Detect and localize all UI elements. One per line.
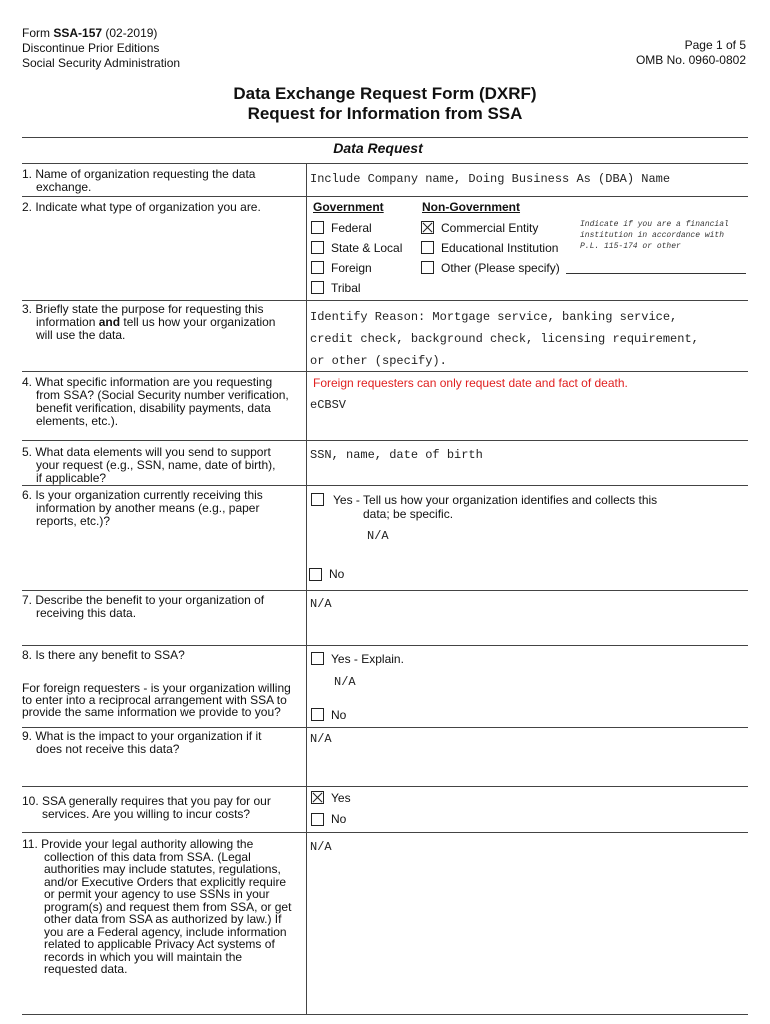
q3-text-part: tell us how your organization	[120, 315, 276, 329]
divider	[22, 727, 748, 728]
question-8-foreign-line: For foreign requesters - is your organization willing	[22, 681, 291, 695]
editions-note: Discontinue Prior Editions	[22, 41, 160, 55]
q8-no-checkbox[interactable]	[311, 708, 324, 721]
question-5-text-cont: if applicable?	[36, 471, 107, 485]
question-11-line: or permit your agency to use SSNs in your	[44, 887, 270, 901]
question-11-line: authorities may include statutes, regulations,	[44, 862, 281, 876]
question-4-text: 4. What specific information are you requesting	[22, 375, 273, 389]
question-6	[22, 489, 306, 528]
q10-yes-label: Yes	[331, 791, 351, 805]
answer-7-field[interactable]: N/A	[310, 597, 332, 611]
question-11	[22, 838, 306, 976]
commercial-entity-label: Commercial Entity	[441, 221, 539, 235]
divider	[22, 137, 748, 138]
divider	[22, 786, 748, 787]
question-11-line: records in which you will maintain the	[44, 949, 243, 964]
question-3	[22, 303, 306, 342]
commercial-entity-checkbox[interactable]	[421, 221, 434, 234]
nongovernment-header: Non-Government	[422, 200, 521, 214]
q3-text-bold: and	[98, 315, 121, 329]
educational-institution-label: Educational Institution	[441, 241, 559, 255]
note-line: institution in accordance with	[580, 231, 725, 240]
state-local-checkbox[interactable]	[311, 241, 324, 254]
tribal-label: Tribal	[331, 281, 361, 295]
divider	[22, 196, 748, 197]
question-11-line: collection of this data from SSA. (Legal	[44, 849, 251, 864]
answer-1-field[interactable]: Include Company name, Doing Business As (DBA) Name	[310, 172, 671, 186]
question-7	[22, 594, 306, 620]
q3-text-part: information	[36, 315, 99, 329]
note-line: P.L. 115-174 or other	[580, 242, 681, 251]
question-9	[22, 730, 306, 756]
question-5-text-cont: your request (e.g., SSN, name, date of birth),	[36, 458, 276, 472]
question-10-text: 10. SSA generally requires that you pay for our	[22, 794, 271, 808]
question-5	[22, 446, 306, 485]
financial-institution-note	[580, 219, 729, 252]
form-number: SSA-157	[53, 26, 103, 40]
other-checkbox[interactable]	[421, 261, 434, 274]
q8-yes-checkbox[interactable]	[311, 652, 324, 665]
page-info	[636, 38, 746, 68]
question-11-line: requested data.	[44, 962, 128, 976]
q8-no-label: No	[331, 708, 347, 722]
federal-label: Federal	[331, 221, 372, 235]
state-local-label: State & Local	[331, 241, 403, 255]
answer-4-field[interactable]: eCBSV	[310, 398, 347, 412]
answer-line: credit check, background check, licensing requirement,	[310, 332, 699, 346]
educational-institution-checkbox[interactable]	[421, 241, 434, 254]
question-5-text: 5. What data elements will you send to support	[22, 445, 271, 459]
question-9-text-cont: does not receive this data?	[36, 742, 180, 756]
foreign-label: Foreign	[331, 261, 372, 275]
question-9-text: 9. What is the impact to your organization if it	[22, 729, 262, 743]
form-date: (02-2019)	[102, 26, 158, 40]
question-4-text-cont: elements, etc.).	[36, 414, 119, 428]
column-divider	[306, 163, 307, 1014]
foreign-checkbox[interactable]	[311, 261, 324, 274]
question-11-line: program(s) and request them from SSA, or get	[44, 899, 292, 914]
divider	[22, 440, 748, 441]
title-line-1: Data Exchange Request Form (DXRF)	[233, 84, 537, 103]
question-10	[22, 795, 306, 821]
page-number: Page 1 of 5	[684, 38, 746, 52]
question-8-foreign	[22, 682, 306, 718]
question-11-line: related to applicable Privacy Act systems of	[44, 937, 275, 951]
form-identifier	[22, 26, 180, 71]
government-header: Government	[313, 200, 384, 214]
title-line-2: Request for Information from SSA	[247, 104, 523, 123]
q6-yes-label-line: Yes - Tell us how your organization identifies and collects this	[333, 493, 658, 507]
question-7-text: 7. Describe the benefit to your organization of	[22, 593, 265, 607]
question-11-line: other data from SSA as authorized by law.) If	[44, 912, 282, 926]
federal-checkbox[interactable]	[311, 221, 324, 234]
form-number-line	[22, 26, 180, 41]
question-10-text-cont: services. Are you willing to incur costs?	[42, 807, 251, 821]
question-6-text: 6. Is your organization currently receiving this	[22, 488, 263, 502]
question-11-line: 11. Provide your legal authority allowing the	[22, 837, 254, 851]
q6-yes-checkbox[interactable]	[311, 493, 324, 506]
q10-yes-checkbox[interactable]	[311, 791, 324, 804]
question-8-foreign-line: to enter into a reciprocal arrangement with SSA to	[22, 693, 287, 707]
question-6-text-cont: reports, etc.)?	[36, 514, 111, 528]
divider	[22, 485, 748, 486]
page-title	[0, 84, 770, 124]
answer-8-field[interactable]: N/A	[334, 675, 356, 689]
foreign-requester-warning: Foreign requesters can only request date and fact of death.	[313, 376, 628, 390]
other-specify-field[interactable]	[566, 273, 746, 274]
answer-6-field[interactable]: N/A	[367, 529, 389, 543]
question-2-text: 2. Indicate what type of organization you are.	[22, 200, 261, 214]
q10-no-checkbox[interactable]	[311, 813, 324, 826]
answer-3-field[interactable]	[310, 306, 699, 372]
divider	[22, 300, 748, 301]
section-title: Data Request	[333, 140, 423, 156]
q6-yes-label	[333, 493, 657, 521]
q10-no-label: No	[331, 812, 347, 826]
divider	[22, 645, 748, 646]
divider	[22, 590, 748, 591]
divider	[22, 832, 748, 833]
question-11-line: and/or Executive Orders that explicitly require	[44, 874, 287, 889]
question-8-text: 8. Is there any benefit to SSA?	[22, 648, 185, 662]
other-label: Other (Please specify)	[441, 261, 560, 275]
divider	[22, 1014, 748, 1015]
answer-9-field[interactable]: N/A	[310, 732, 332, 746]
q6-no-label: No	[329, 567, 345, 581]
answer-line: Identify Reason: Mortgage service, banking service,	[310, 310, 678, 324]
divider	[22, 163, 748, 164]
question-7-text-cont: receiving this data.	[36, 606, 137, 620]
note-line: Indicate if you are a financial	[580, 220, 729, 229]
form-prefix: Form	[22, 26, 54, 40]
answer-line: or other (specify).	[310, 354, 447, 368]
question-1-text: 1. Name of organization requesting the data	[22, 167, 256, 181]
answer-5-field[interactable]: SSN, name, date of birth	[310, 448, 483, 462]
question-4	[22, 376, 306, 428]
question-8-foreign-line: provide the same information we provide to you?	[22, 705, 281, 719]
answer-11-field[interactable]: N/A	[310, 840, 332, 854]
q8-yes-label: Yes - Explain.	[331, 652, 404, 666]
question-3-text-cont: will use the data.	[36, 328, 126, 342]
tribal-checkbox[interactable]	[311, 281, 324, 294]
question-4-text-cont: benefit verification, disability payments, data	[36, 401, 271, 415]
question-6-text-cont: information by another means (e.g., paper	[36, 501, 260, 515]
question-3-text: 3. Briefly state the purpose for requesting this	[22, 302, 264, 316]
omb-number: OMB No. 0960-0802	[635, 53, 746, 67]
q6-no-checkbox[interactable]	[309, 568, 322, 581]
agency-name: Social Security Administration	[22, 56, 181, 70]
q6-yes-label-line: data; be specific.	[363, 507, 454, 521]
question-1	[22, 168, 306, 194]
question-4-text-cont: from SSA? (Social Security number verification,	[36, 388, 289, 402]
question-1-text-cont: exchange.	[36, 180, 92, 194]
question-11-line: you are a Federal agency, include information	[44, 924, 287, 939]
